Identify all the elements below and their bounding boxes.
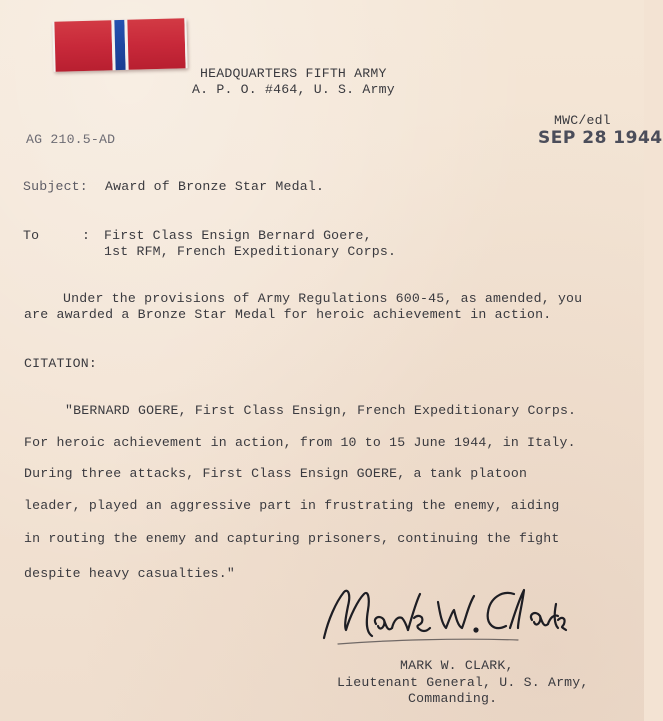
citation-label: CITATION: (24, 356, 98, 371)
citation-line: despite heavy casualties." (24, 566, 235, 581)
citation-line: During three attacks, First Class Ensign GOERE, a tank platoon (24, 466, 528, 481)
citation-line: "BERNARD GOERE, First Class Ensign, French Expeditionary Corps. (65, 403, 577, 418)
signatory-rank: Lieutenant General, U. S. Army, (337, 675, 589, 690)
ribbon-edge-right (184, 18, 187, 68)
citation-line: in routing the enemy and capturing prisoners, continuing the fight (24, 531, 560, 546)
addressee-line2: 1st RFM, French Expeditionary Corps. (104, 244, 397, 259)
subject-text: Award of Bronze Star Medal. (105, 179, 325, 194)
letterhead-line1: HEADQUARTERS FIFTH ARMY (200, 66, 387, 81)
ribbon-red-left (54, 20, 112, 71)
signatory-name: MARK W. CLARK, (400, 658, 514, 673)
subject-label: Subject: (23, 179, 88, 194)
letterhead-line2: A. P. O. #464, U. S. Army (192, 82, 395, 97)
addressee-label: To (23, 228, 40, 243)
body-line1: Under the provisions of Army Regulations 600-45, as amended, you (63, 291, 583, 306)
ribbon-red-right (127, 18, 185, 69)
addressee-colon: : (82, 228, 91, 243)
body-line2: are awarded a Bronze Star Medal for heroic achievement in action. (24, 307, 552, 322)
signatory-title: Commanding. (408, 691, 498, 706)
bronze-star-ribbon (52, 18, 187, 71)
addressee-line1: First Class Ensign Bernard Goere, (104, 228, 372, 243)
reference-initials: MWC/edl (554, 113, 611, 128)
citation-line: For heroic achievement in action, from 10 to 15 June 1944, in Italy. (24, 435, 576, 450)
file-number: AG 210.5-AD (26, 132, 116, 147)
handwritten-signature (318, 580, 568, 650)
date-stamp: SEP 28 1944 (538, 128, 663, 148)
citation-line: leader, played an aggressive part in frustrating the enemy, aiding (24, 498, 560, 513)
